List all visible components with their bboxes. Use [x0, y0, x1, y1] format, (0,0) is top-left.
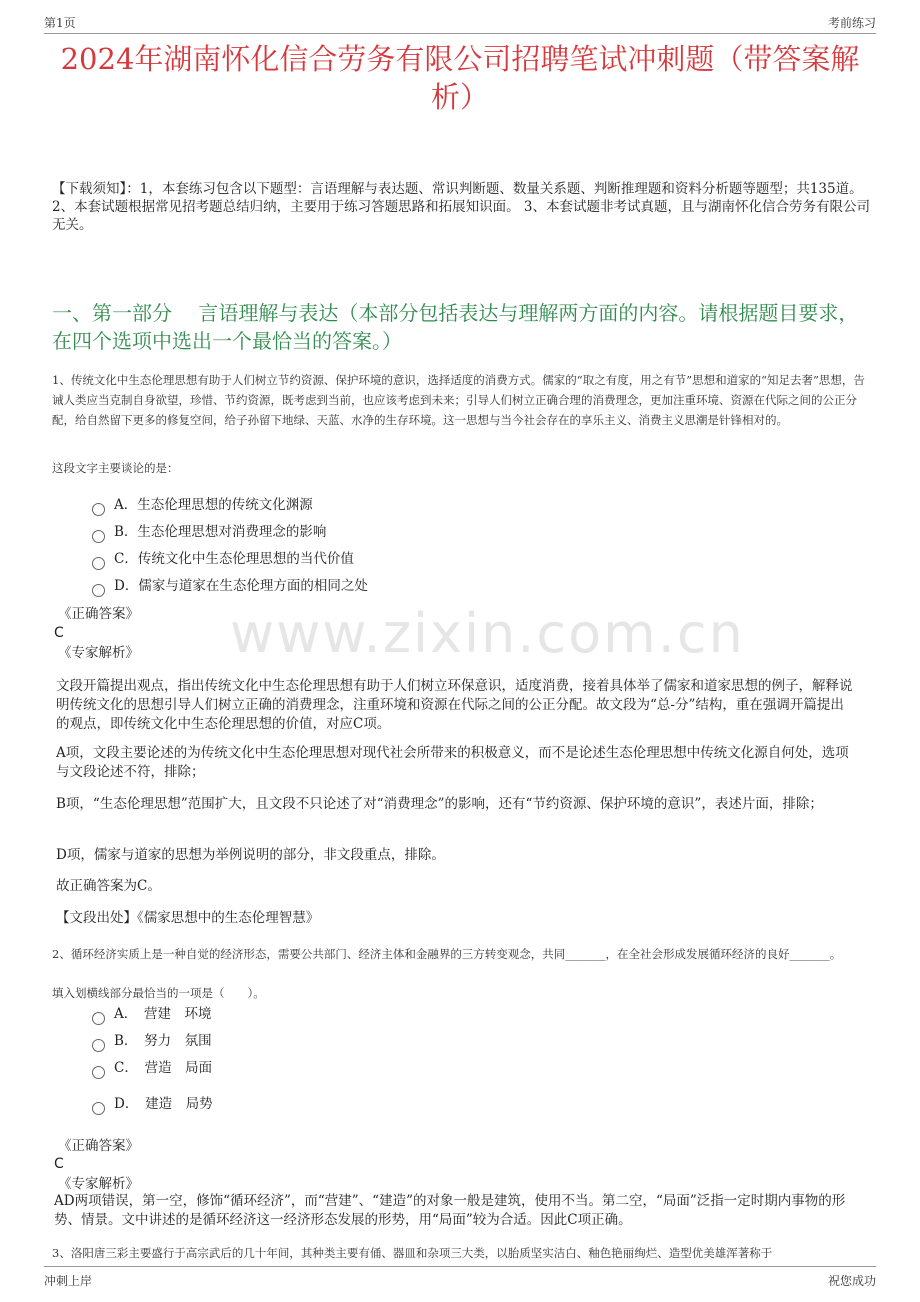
- question-2-text: 2、循环经济实质上是一种自觉的经济形态，需要公共部门、经济主体和金融界的三方转变观念，共同_______，在全社会形成发展循环经济的良好_______。: [52, 947, 842, 961]
- download-notice: 【下载须知】：1，本套练习包含以下题型：言语理解与表达题、常识判断题、数量关系题、判断推理题和资料分析题等题型；共135道。 2、本套试题根据常见招考题总结归纳，主要用于练习答题思路和拓展知识面。 3、本套试题非考试真题，且与湖南怀化信合劳务有限公司无关。: [52, 181, 870, 233]
- q1-option-b[interactable]: B．生态伦理思想对消费理念的影响: [92, 522, 326, 542]
- question-1-text: 1、传统文化中生态伦理思想有助于人们树立节约资源、保护环境的意识，选择适度的消费方式。儒家的“取之有度，用之有节”思想和道家的“知足去奢”思想，告诫人类应当克制自身欲望，珍惜、节约资源，既考虑到当前，也应该考虑到未来；引导人们树立正确合理的消费理念，更加注重环境、资源在代际之间的公正分配，给自然留下更多的修复空间，给子孙留下地绿、天蓝、水净的生存环境。这一思想与当今社会存在的享乐主义、消费主义思潮是针锋相对的。: [52, 373, 865, 427]
- q1-answer: C: [54, 625, 64, 641]
- q1-option-a[interactable]: A．生态伦理思想的传统文化渊源: [92, 495, 313, 515]
- radio-icon[interactable]: [92, 1102, 105, 1115]
- q1-analysis-paragraph: 故正确答案为C。: [56, 878, 161, 894]
- footer-rule: [44, 1266, 876, 1267]
- page-title: 2024年湖南怀化信合劳务有限公司招聘笔试冲刺题（带答案解析）: [60, 42, 860, 114]
- header-tag: 考前练习: [827, 16, 876, 30]
- q2-analysis-label: 《专家解析》: [58, 1176, 139, 1192]
- page-number: 第1页: [44, 16, 76, 30]
- radio-icon[interactable]: [92, 1039, 105, 1052]
- q2-option-a[interactable]: A． 营建 环境: [92, 1004, 212, 1024]
- q1-analysis-paragraph: A项，文段主要论述的为传统文化中生态伦理思想对现代社会所带来的积极意义，而不是论述生态伦理思想中传统文化源自何处，选项与文段论述不符，排除；: [56, 745, 849, 780]
- radio-icon[interactable]: [92, 530, 105, 543]
- q2-answer: C: [54, 1156, 64, 1172]
- radio-icon[interactable]: [92, 584, 105, 597]
- q1-option-c[interactable]: C．传统文化中生态伦理思想的当代价值: [92, 549, 354, 569]
- q1-answer-label: 《正确答案》: [58, 606, 139, 622]
- q2-option-d[interactable]: D． 建造 局势: [92, 1094, 213, 1114]
- question-2-prompt: 填入划横线部分最恰当的一项是（ ）。: [52, 986, 265, 1000]
- section-heading: 一、第一部分 言语理解与表达（本部分包括表达与理解两方面的内容。请根据题目要求，在四个选项中选出一个最恰当的答案。）: [52, 301, 859, 353]
- watermark: www.zixin.com.cn: [230, 602, 745, 665]
- question-3-text: 3、洛阳唐三彩主要盛行于高宗武后的几十年间，其种类主要有俑、器皿和杂项三大类，以胎质坚实洁白、釉色艳丽绚烂、造型优美雄浑著称于: [52, 1246, 773, 1260]
- q1-source: 【文段出处】《儒家思想中的生态伦理智慧》: [56, 910, 320, 926]
- q1-option-d[interactable]: D．儒家与道家在生态伦理方面的相同之处: [92, 576, 368, 596]
- footer-left: 冲刺上岸: [44, 1274, 93, 1288]
- radio-icon[interactable]: [92, 557, 105, 570]
- header-rule: [44, 33, 876, 34]
- question-1-prompt: 这段文字主要谈论的是：: [52, 461, 179, 475]
- q1-analysis-paragraph: D项，儒家与道家的思想为举例说明的部分，非文段重点，排除。: [56, 847, 445, 863]
- q1-analysis-paragraph: 文段开篇提出观点，指出传统文化中生态伦理思想有助于人们树立环保意识，适度消费，接着具体举了儒家和道家思想的例子，解释说明传统文化的思想引导人们树立正确的消费理念，注重环境和资源在代际之间的公正分配。故文段为“总-分”结构，重在强调开篇提出的观点，即传统文化中生态伦理思想的价值，对应C项。: [56, 678, 853, 732]
- radio-icon[interactable]: [92, 503, 105, 516]
- q1-analysis-paragraph: B项，“生态伦理思想”范围扩大，且文段不只论述了对“消费理念”的影响，还有“节约资源、保护环境的意识”，表述片面，排除；: [56, 796, 823, 812]
- q2-answer-label: 《正确答案》: [58, 1138, 139, 1154]
- radio-icon[interactable]: [92, 1012, 105, 1025]
- q2-analysis: AD两项错误，第一空，修饰“循环经济”，而“营建”、“建造”的对象一般是建筑，使用不当。第二空，“局面”泛指一定时期内事物的形势、情景。文中讲述的是循环经济这一经济形态发展的形势，用“局面”较为合适。因此C项正确。: [54, 1193, 846, 1228]
- q1-analysis-label: 《专家解析》: [58, 645, 139, 661]
- radio-icon[interactable]: [92, 1066, 105, 1079]
- footer-right: 祝您成功: [827, 1274, 876, 1288]
- q2-option-b[interactable]: B． 努力 氛围: [92, 1031, 212, 1051]
- q2-option-c[interactable]: C． 营造 局面: [92, 1058, 212, 1078]
